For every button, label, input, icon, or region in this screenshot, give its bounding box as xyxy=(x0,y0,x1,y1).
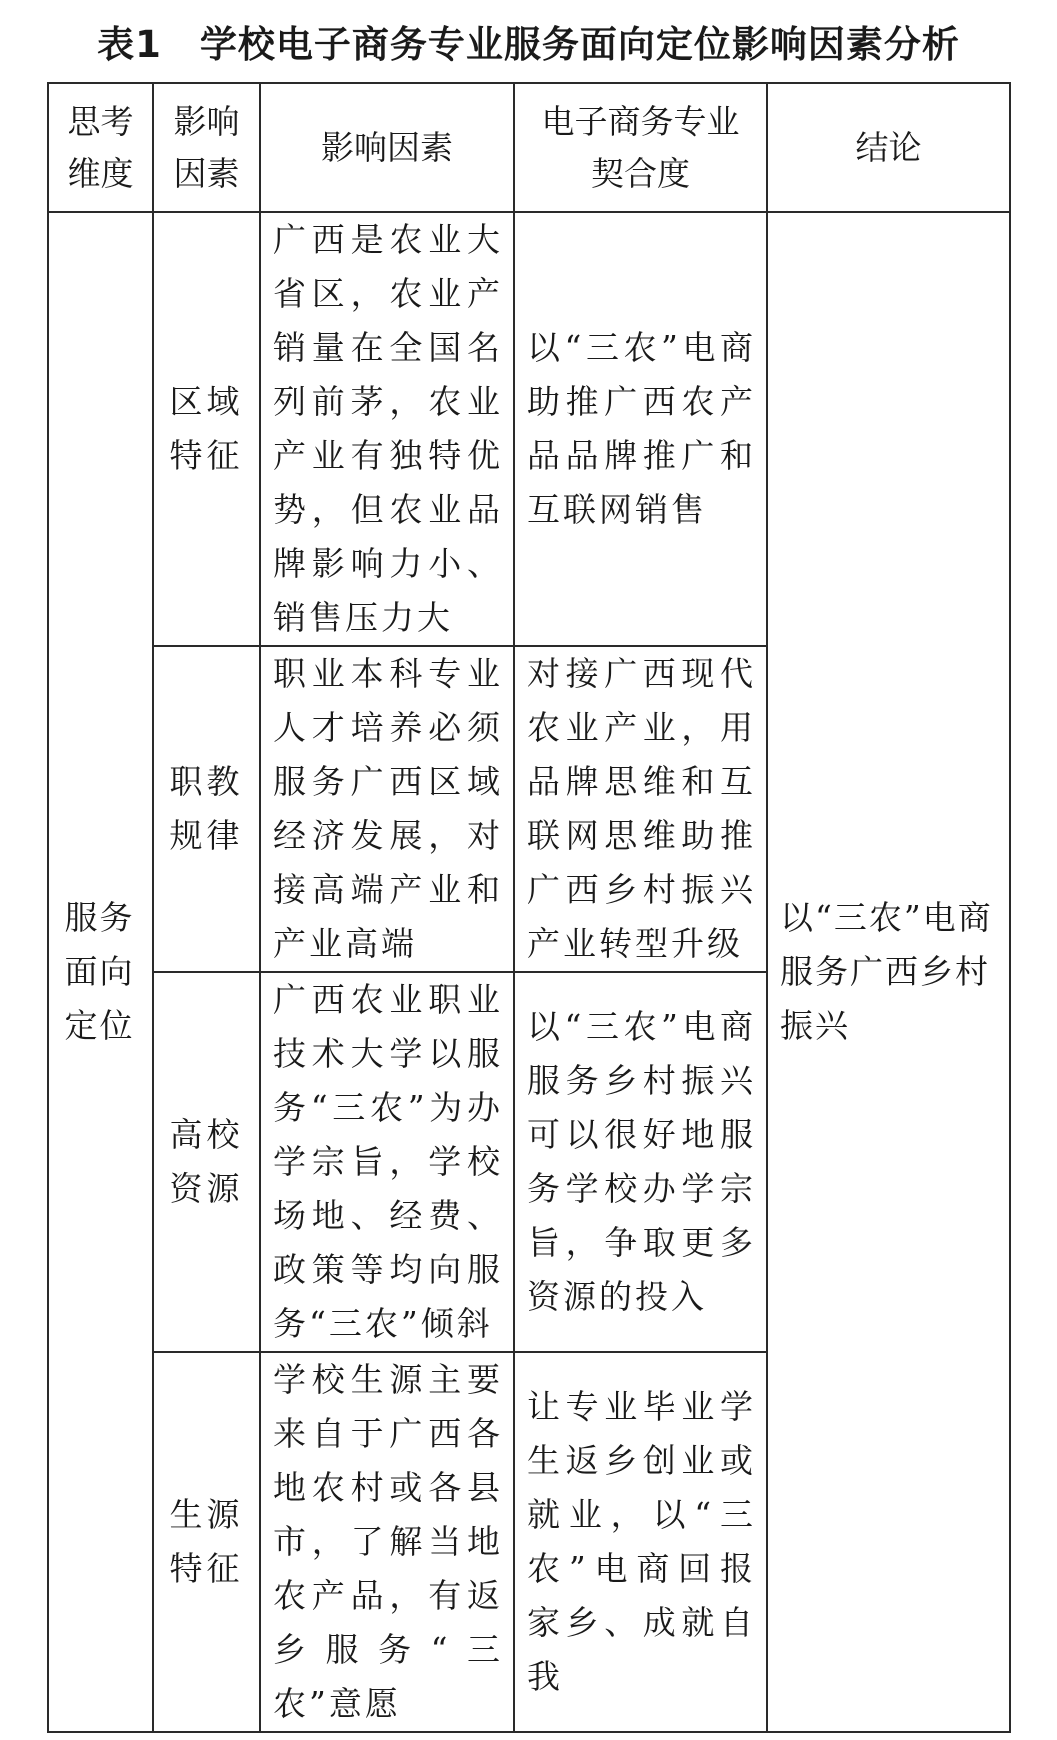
factor-detail-cell: 职业本科专业人才培养必须服务广西区域经济发展，对接高端产业和产业高端 xyxy=(260,646,514,972)
factor-detail-cell: 学校生源主要来自于广西各地农村或各县市，了解当地农产品，有返乡服务“三农”意愿 xyxy=(260,1352,514,1732)
factor-detail-cell: 广西农业职业技术大学以服务“三农”为办学宗旨，学校场地、经费、政策等均向服务“三农”倾斜 xyxy=(260,972,514,1352)
fit-cell: 让专业毕业学生返乡创业或就业，以“三农”电商回报家乡、成就自我 xyxy=(514,1352,767,1732)
analysis-table xyxy=(47,82,1011,1733)
fit-cell: 以“三农”电商服务乡村振兴可以很好地服务学校办学宗旨，争取更多资源的投入 xyxy=(514,972,767,1352)
table-header-row xyxy=(48,83,1010,212)
conclusion-cell: 以“三农”电商服务广西乡村振兴 xyxy=(767,212,1010,1732)
factor-cell: 职教规律 xyxy=(153,646,260,972)
table-row xyxy=(48,212,1010,646)
factor-cell: 高校资源 xyxy=(153,972,260,1352)
fit-cell: 对接广西现代农业产业，用品牌思维和互联网思维助推广西乡村振兴产业转型升级 xyxy=(514,646,767,972)
dimension-cell: 服务面向定位 xyxy=(48,212,153,1732)
header-conclusion: 结论 xyxy=(767,83,1010,212)
header-dimension: 思考维度 xyxy=(48,83,153,212)
header-factor: 影响因素 xyxy=(153,83,260,212)
header-factor-detail: 影响因素 xyxy=(260,83,514,212)
factor-cell: 区域特征 xyxy=(153,212,260,646)
fit-cell: 以“三农”电商助推广西农产品品牌推广和互联网销售 xyxy=(514,212,767,646)
table-title: 表1 学校电子商务专业服务面向定位影响因素分析 xyxy=(97,23,960,66)
factor-detail-cell: 广西是农业大省区，农业产销量在全国名列前茅，农业产业有独特优势，但农业品牌影响力小、销售压力大 xyxy=(260,212,514,646)
header-fit: 电子商务专业契合度 xyxy=(514,83,767,212)
factor-cell: 生源特征 xyxy=(153,1352,260,1732)
